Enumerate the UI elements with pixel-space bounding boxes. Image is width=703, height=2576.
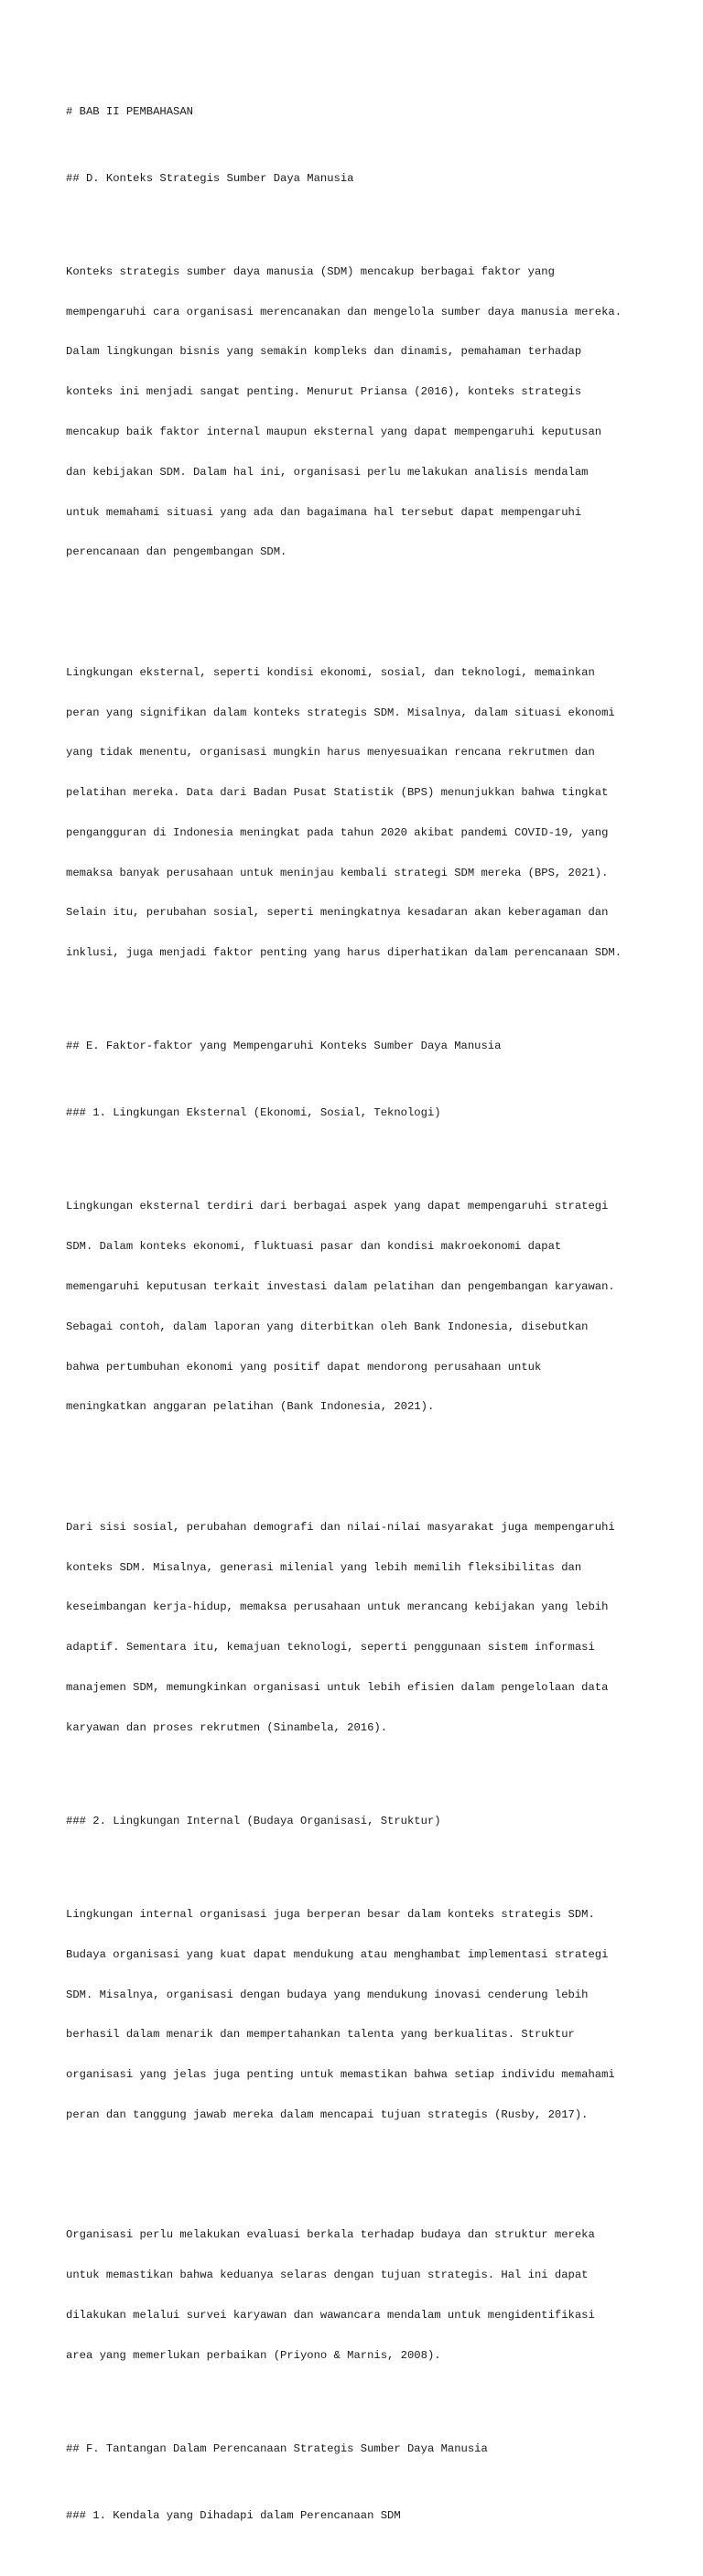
- text-line: adaptif. Sementara itu, kemajuan teknologi, seperti penggunaan sistem informasi: [66, 1641, 595, 1654]
- text-line: pengangguran di Indonesia meningkat pada tahun 2020 akibat pandemi COVID-19, yang: [66, 825, 609, 839]
- text-line: Dalam lingkungan bisnis yang semakin kompleks dan dinamis, pemahaman terhadap: [66, 345, 582, 359]
- text-line: konteks ini menjadi sangat penting. Menurut Priansa (2016), konteks strategis: [66, 385, 582, 399]
- text-line: inklusi, juga menjadi faktor penting yang harus diperhatikan dalam perencanaan SDM.: [66, 946, 622, 960]
- section-d-paragraph-2: [66, 640, 666, 986]
- text-line: dan kebijakan SDM. Dalam hal ini, organisasi perlu melakukan analisis mendalam: [66, 465, 589, 479]
- text-line: untuk memastikan bahwa keduanya selaras dengan tujuan strategis. Hal ini dapat: [66, 2268, 589, 2281]
- text-line: Organisasi perlu melakukan evaluasi berkala terhadap budaya dan struktur mereka: [66, 2228, 595, 2242]
- section-e-sub2-heading: ### 2. Lingkungan Internal (Budaya Organisasi, Struktur): [66, 1814, 441, 1827]
- text-line: Selain itu, perubahan sosial, seperti meningkatnya kesadaran akan keberagaman dan: [66, 906, 609, 920]
- text-line: untuk memahami situasi yang ada dan bagaimana hal tersebut dapat mempengaruhi: [66, 505, 582, 519]
- text-line: memengaruhi keputusan terkait investasi dalam pelatihan dan pengembangan karyawan.: [66, 1280, 615, 1294]
- text-line: mencakup baik faktor internal maupun eksternal yang dapat mempengaruhi keputusan: [66, 426, 602, 439]
- text-line: bahwa pertumbuhan ekonomi yang positif dapat mendorong perusahaan untuk: [66, 1360, 542, 1374]
- section-d-paragraph-1: [66, 239, 666, 586]
- section-f-sub1-heading: ### 1. Kendala yang Dihadapi dalam Perencanaan SDM: [66, 2508, 401, 2522]
- text-line: area yang memerlukan perbaikan (Priyono & Marnis, 2008).: [66, 2348, 441, 2362]
- text-line: Konteks strategis sumber daya manusia (SDM) mencakup berbagai faktor yang: [66, 264, 555, 278]
- section-e-sub1-heading: ### 1. Lingkungan Eksternal (Ekonomi, Sosial, Teknologi): [66, 1106, 441, 1120]
- section-e-sub1-paragraph-1: [66, 1173, 666, 1440]
- document-body: [66, 65, 666, 2576]
- text-line: Lingkungan eksternal terdiri dari berbagai aspek yang dapat mempengaruhi strategi: [66, 1200, 609, 1213]
- text-line: memaksa banyak perusahaan untuk meninjau kembali strategi SDM mereka (BPS, 2021).: [66, 866, 609, 879]
- text-line: peran dan tanggung jawab mereka dalam mencapai tujuan strategis (Rusby, 2017).: [66, 2107, 589, 2121]
- text-line: organisasi yang jelas juga penting untuk memastikan bahwa setiap individu memahami: [66, 2068, 615, 2082]
- section-e-sub2-paragraph-1: [66, 1881, 666, 2149]
- text-line: Sebagai contoh, dalam laporan yang diterbitkan oleh Bank Indonesia, disebutkan: [66, 1320, 589, 1333]
- text-line: karyawan dan proses rekrutmen (Sinambela, 2016).: [66, 1720, 388, 1734]
- text-line: dilakukan melalui survei karyawan dan wawancara mendalam untuk mengidentifikasi: [66, 2308, 595, 2322]
- text-line: Lingkungan internal organisasi juga berperan besar dalam konteks strategis SDM.: [66, 1907, 595, 1921]
- text-line: mempengaruhi cara organisasi merencanakan dan mengelola sumber daya manusia mereka.: [66, 305, 622, 318]
- text-line: pelatihan mereka. Data dari Badan Pusat Statistik (BPS) menunjukkan bahwa tingkat: [66, 786, 609, 800]
- text-line: berhasil dalam menarik dan mempertahankan talenta yang berkualitas. Struktur: [66, 2028, 575, 2042]
- section-d-heading: ## D. Konteks Strategis Sumber Daya Manusia: [66, 171, 354, 185]
- text-line: Budaya organisasi yang kuat dapat mendukung atau menghambat implementasi strategi: [66, 1947, 609, 1961]
- section-f-heading: ## F. Tantangan Dalam Perencanaan Strategis Sumber Daya Manusia: [66, 2441, 488, 2455]
- text-line: peran yang signifikan dalam konteks strategis SDM. Misalnya, dalam situasi ekonomi: [66, 706, 615, 719]
- section-e-sub2-paragraph-2: [66, 2202, 666, 2388]
- text-line: SDM. Misalnya, organisasi dengan budaya yang mendukung inovasi cenderung lebih: [66, 1988, 589, 2001]
- text-line: keseimbangan kerja-hidup, memaksa perusahaan untuk merancang kebijakan yang lebih: [66, 1601, 609, 1614]
- text-line: yang tidak menentu, organisasi mungkin harus menyesuaikan rencana rekrutmen dan: [66, 746, 595, 760]
- text-line: Lingkungan eksternal, seperti kondisi ekonomi, sosial, dan teknologi, memainkan: [66, 665, 595, 679]
- text-line: perencanaan dan pengembangan SDM.: [66, 545, 287, 559]
- chapter-title: # BAB II PEMBAHASAN: [66, 104, 193, 118]
- text-line: konteks SDM. Misalnya, generasi milenial yang lebih memilih fleksibilitas dan: [66, 1560, 582, 1574]
- section-e-sub1-paragraph-2: [66, 1494, 666, 1762]
- text-line: SDM. Dalam konteks ekonomi, fluktuasi pasar dan kondisi makroekonomi dapat: [66, 1240, 562, 1254]
- text-line: meningkatkan anggaran pelatihan (Bank Indonesia, 2021).: [66, 1400, 435, 1414]
- text-line: manajemen SDM, memungkinkan organisasi untuk lebih efisien dalam pengelolaan data: [66, 1680, 609, 1694]
- section-e-heading: ## E. Faktor-faktor yang Mempengaruhi Konteks Sumber Daya Manusia: [66, 1040, 502, 1053]
- text-line: Dari sisi sosial, perubahan demografi dan nilai-nilai masyarakat juga mempengaruhi: [66, 1520, 615, 1534]
